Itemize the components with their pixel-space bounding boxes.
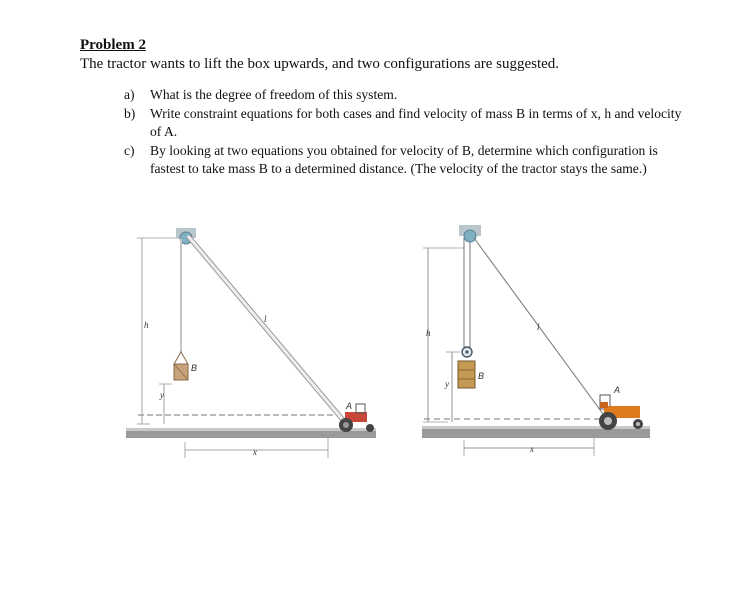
label-l: l [537, 322, 540, 332]
box-b [458, 361, 475, 388]
label-x: x [530, 444, 534, 454]
pulley [464, 230, 476, 242]
label-y: y [160, 390, 164, 400]
problem-intro: The tractor wants to lift the box upwards, and two configurations are suggested. [80, 56, 560, 72]
question-marker: a) [124, 87, 135, 102]
ground [422, 428, 650, 438]
question-text: What is the degree of freedom of this system. [150, 87, 398, 102]
question-marker: b) [124, 106, 136, 121]
label-h: h [426, 328, 431, 338]
label-b: B [191, 363, 198, 373]
problem-title: Problem 2 [80, 37, 146, 53]
label-a: A [614, 385, 621, 395]
question-text: Write constraint equations for both cases and find velocity of mass B in terms of x, h and velocity of A. [150, 106, 682, 139]
question-a [124, 86, 694, 104]
tractor-a [599, 395, 643, 430]
figure-left [120, 212, 380, 470]
label-l: l [264, 314, 267, 324]
figure-right [418, 212, 656, 467]
box-b [174, 352, 188, 380]
label-b: B [478, 371, 485, 381]
question-c [124, 142, 694, 178]
label-a: A [346, 401, 353, 411]
label-x: x [253, 447, 257, 457]
ground [126, 430, 376, 438]
label-y: y [445, 379, 449, 389]
label-h: h [144, 320, 149, 330]
question-text: By looking at two equations you obtained for velocity of B, determine which configuration is fastest to take mass B to a determined distance. (The velocity of the tractor stays the same.) [150, 143, 658, 176]
question-list [124, 86, 694, 179]
question-marker: c) [124, 143, 135, 158]
question-b [124, 105, 694, 141]
